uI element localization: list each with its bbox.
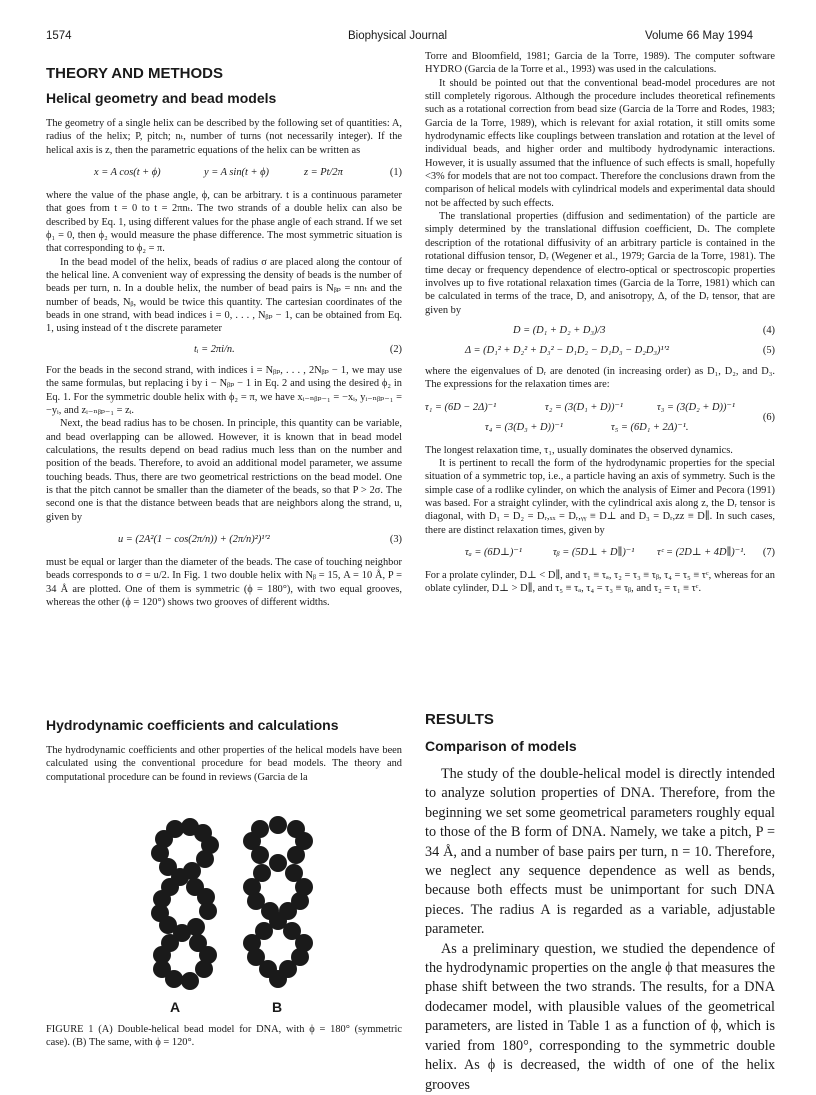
equation-part: y = A sin(t + ϕ) [204, 167, 269, 179]
results-title: RESULTS [425, 711, 494, 728]
subsection-title-helical: Helical geometry and bead models [46, 90, 277, 106]
figure-1 [140, 815, 340, 1015]
paragraph: Next, the bead radius has to be chosen. In principle, this quantity can be variable, and bead overlapping can be allowed. However, it is known that in bead model calculations, the results depend on bead radius much less than on the number and position of the beads. Therefore, to avoid an additional model parameter, we assume touching beads. Thus, there are two geometrical restrictions on the bead model. One is that the pitch cannot be smaller than the diameter of the beads, so that P > 2σ. The second one is that the distance between beads that are neighbors along the strand, u, given by [46, 418, 402, 523]
helix-model-a [151, 818, 219, 990]
paragraph: The geometry of a single helix can be described by the following set of quantities: A, radius of the helix; P, pitch; nₜ, number of turns (not necessarily integer). If the helical axis is z, then the parametric equations of the helix can be written as [46, 118, 402, 156]
equation-part: x = A cos(t + ϕ) [94, 167, 161, 179]
paragraph: For the beads in the second strand, with indices i = Nᵦₚ, . . . , 2Nᵦₚ − 1, we may use the same formulas, but replacing i by i − Nᵦₚ − 1 in Eq. 2 and using the desired ϕ₂ in Eq. 1. For the symmetric double helix with ϕ₂ = π, we have xᵢ₋ₙᵦₚ₋₁ = −xᵢ, yᵢ₋ₙᵦₚ₋₁ = −yᵢ, and zᵢ₋ₙᵦₚ₋₁ = zᵢ. [46, 364, 402, 416]
equation-4 [425, 321, 775, 341]
equation-part: τᵦ = (5D⊥ + D∥)⁻¹ [553, 546, 635, 558]
paragraph: As a preliminary question, we studied the dependence of the hydrodynamic properties on the angle ϕ that measures the phase shift between the two strands. The results, for a DNA dodecamer model, with plausible values of the geometrical parameters, are listed in Table 1 as a function of ϕ, which is varied from 180°, corresponding to the symmetric double helix. As ϕ is decreased, the width of one of the helix grooves [425, 940, 775, 1093]
figure-caption: FIGURE 1 (A) Double-helical bead model for DNA, with ϕ = 180° (symmetric case). (B) The same, with ϕ = 120°. [46, 1024, 402, 1048]
section-title: THEORY AND METHODS [46, 65, 223, 82]
equation-number: (7) [762, 546, 775, 558]
paragraph: The hydrodynamic coefficients and other properties of the helical models have been calculated using the conventional procedure for bead models. The theory and computational procedure can be found in reviews (Garcia de la [46, 745, 402, 783]
figure-label-a: A [170, 999, 181, 1015]
equation-part: τ₅ = (6D₁ + 2Δ)⁻¹. [611, 421, 689, 433]
paragraph: The longest relaxation time, τ₁, usually dominates the observed dynamics. [425, 444, 733, 456]
equation-2 [46, 340, 402, 360]
equation-6-line-2 [425, 411, 775, 438]
subsection-title-hydrodynamic: Hydrodynamic coefficients and calculations [46, 717, 339, 733]
figure-label-b: B [272, 999, 283, 1015]
paragraph: It should be pointed out that the conventional bead-model procedures are not still completely rigorous. Although the procedure includes theoretical refinements such as a rotational correction from bead size (Garcia de la Torre and Rodes, 1983; Garcia de la Torre, 1989), which is relevant for axial rotation, it still omits some hydrodynamic effects like couplings between translation and rotation at the level of individual beads, and higher order and multibody hydrodynamic interactions. However, it is usually assumed that the influence of such effects is small, hopefully <3% for models that are not too compact. Therefore the conclusions drawn from the comparison of helical models with cylindrical models and experimental data should not be affected by such effects. [425, 77, 775, 209]
equation-part: Δ = (D₁² + D₂² + D₃² − D₁D₂ − D₁D₃ − D₂D₃)¹′² [465, 344, 669, 356]
equation-part: τ₂ = (3(D₁ + D))⁻¹ [545, 401, 624, 413]
paragraph: The translational properties (diffusion and sedimentation) of the particle are simply determined by the translational diffusion coefficient, Dₜ. The complete description of the rotational diffusivity of an arbitrary particle is contained in the rotational diffusion tensor, Dᵣ (Wegener et al., 1979; Garcia de la Torre, 1981). The time decay or frequency dependence of electro-optical or spectroscopic properties involves up to five rotational relaxation times (Garcia de la Torre, 1981) which can be calculated in terms of the trace, D, and anisotropy, Δ, of the Dᵣ tensor, that are given by [425, 211, 775, 316]
equation-part: D = (D₁ + D₂ + D₃)/3 [513, 324, 606, 336]
equation-number: (1) [389, 167, 402, 179]
paragraph: In the bead model of the helix, beads of radius σ are placed along the contour of the helical line. A convenient way of expressing the density of beads is the number of beads per turn, n. In a double helix, the number of bead pairs is Nᵦₚ = nnₜ and the number of beads, Nᵦ, would be twice this quantity. The cartesian coordinates of the beads in one strand, with bead indices i = 0, . . . , Nᵦₚ − 1, can be obtained from Eq. 1, using instead of t the discrete parameter [46, 256, 402, 335]
equation-number: (2) [389, 343, 402, 355]
equation-number: (5) [762, 344, 775, 356]
equation-part: tᵢ = 2πi/n. [194, 343, 235, 355]
helix-model-b [243, 816, 313, 988]
paragraph: Torre and Bloomfield, 1981; Garcia de la Torre, 1989). The computer software HYDRO (Garcia de la Torre et al., 1993) was used in the calculations. [425, 51, 775, 76]
equation-part: u = (2A²(1 − cos(2π/n)) + (2π/n)²)¹′² [118, 533, 270, 545]
paragraph: For a prolate cylinder, D⊥ < D∥, and τ₁ ≡ τₐ, τ₂ = τ₃ ≡ τᵦ, τ₄ = τ₅ ≡ τᶜ, whereas for an oblate cylinder, D⊥ > D∥, and τ₅ ≡ τₐ, τ₄ = τ₃ ≡ τᵦ, and τ₂ = τ₁ ≡ τᶜ. [425, 569, 775, 595]
paragraph: where the eigenvalues of Dᵣ are denoted (in increasing order) as D₁, D₂, and D₃. The expressions for the relaxation times are: [425, 365, 775, 391]
equation-number: (4) [762, 324, 775, 336]
volume-info: Volume 66 May 1994 [645, 30, 754, 42]
equation-part: τᶜ = (2D⊥ + 4D∥)⁻¹. [657, 546, 746, 558]
left-column [46, 64, 402, 609]
equation-7 [425, 543, 775, 563]
equation-part: τ₃ = (3(D₂ + D))⁻¹ [657, 401, 736, 413]
equation-part: z = Pt/2π [304, 167, 343, 179]
paragraph: must be equal or larger than the diameter of the beads. The case of touching neighbor beads corresponds to σ = u/2. In Fig. 1 two double helix with Nᵦ = 15, A = 10 Å, P = 34 Å are plotted. One of them is symmetric (ϕ = 180°), with two equal grooves, whereas the other (ϕ = 120°) shows two grooves of different widths. [46, 556, 402, 608]
equation-part: τₐ = (6D⊥)⁻¹ [465, 546, 522, 558]
equation-5 [425, 341, 775, 361]
equation-1 [46, 163, 402, 183]
double-helix-models-image [140, 815, 340, 1015]
right-column-lower [425, 710, 775, 1095]
equation-number: (6) [762, 411, 775, 423]
equation-3 [46, 530, 402, 550]
equation-number: (3) [389, 533, 402, 545]
left-column-lower [46, 716, 402, 784]
equation-part: τ₄ = (3(D₃ + D))⁻¹ [485, 421, 564, 433]
comparison-title: Comparison of models [425, 738, 577, 754]
paragraph: The study of the double-helical model is directly intended to analyze solution properties of DNA. Therefore, from the beginning we set some geometrical parameters roughly equal to those of the B form of DNA. Namely, we take a pitch, P = 34 Å, and a number of base pairs per turn, n = 10. Therefore, we neglect any sequence dependence as well as bends, because both effects must be unimportant for such DNA pieces. The radius A is regarded as a variable, adjustable parameter. [425, 766, 775, 938]
journal-name: Biophysical Journal [348, 30, 448, 42]
equation-part: τ₁ = (6D − 2Δ)⁻¹ [425, 401, 497, 413]
equation-6-line-1 [425, 398, 775, 418]
paragraph: It is pertinent to recall the form of the hydrodynamic properties for the special situation of a symmetric top, i.e., a particle having an axis of symmetry. Such is the simple case of a rodlike cylinder, on which the analysis of Eimer and Pecora (1991) was based. For a straight cylinder, with the cylindrical axis along z, the Dᵣ tensor is diagonal, with D₁ = D₂ = Dᵣ,ₓₓ = Dᵣ,ᵧᵧ ≡ D⊥ and D₃ = Dᵣ,zz ≡ D∥. In such cases, there are distinct relaxation times, given by [425, 457, 775, 536]
page-number: 1574 [46, 30, 72, 42]
right-column [425, 50, 775, 596]
results-body [425, 765, 775, 1095]
paragraph: where the value of the phase angle, ϕ, can be arbitrary. t is a continuous parameter that goes from t = 0 to t = 2πnₜ. The two strands of a double helix can also be described by Eq. 1, using different values for the phase angle of each strand. If we set ϕ₁ = 0, then ϕ₂ would measure the phase difference. The most symmetric situation is that corresponding to ϕ₂ = π. [46, 190, 402, 255]
